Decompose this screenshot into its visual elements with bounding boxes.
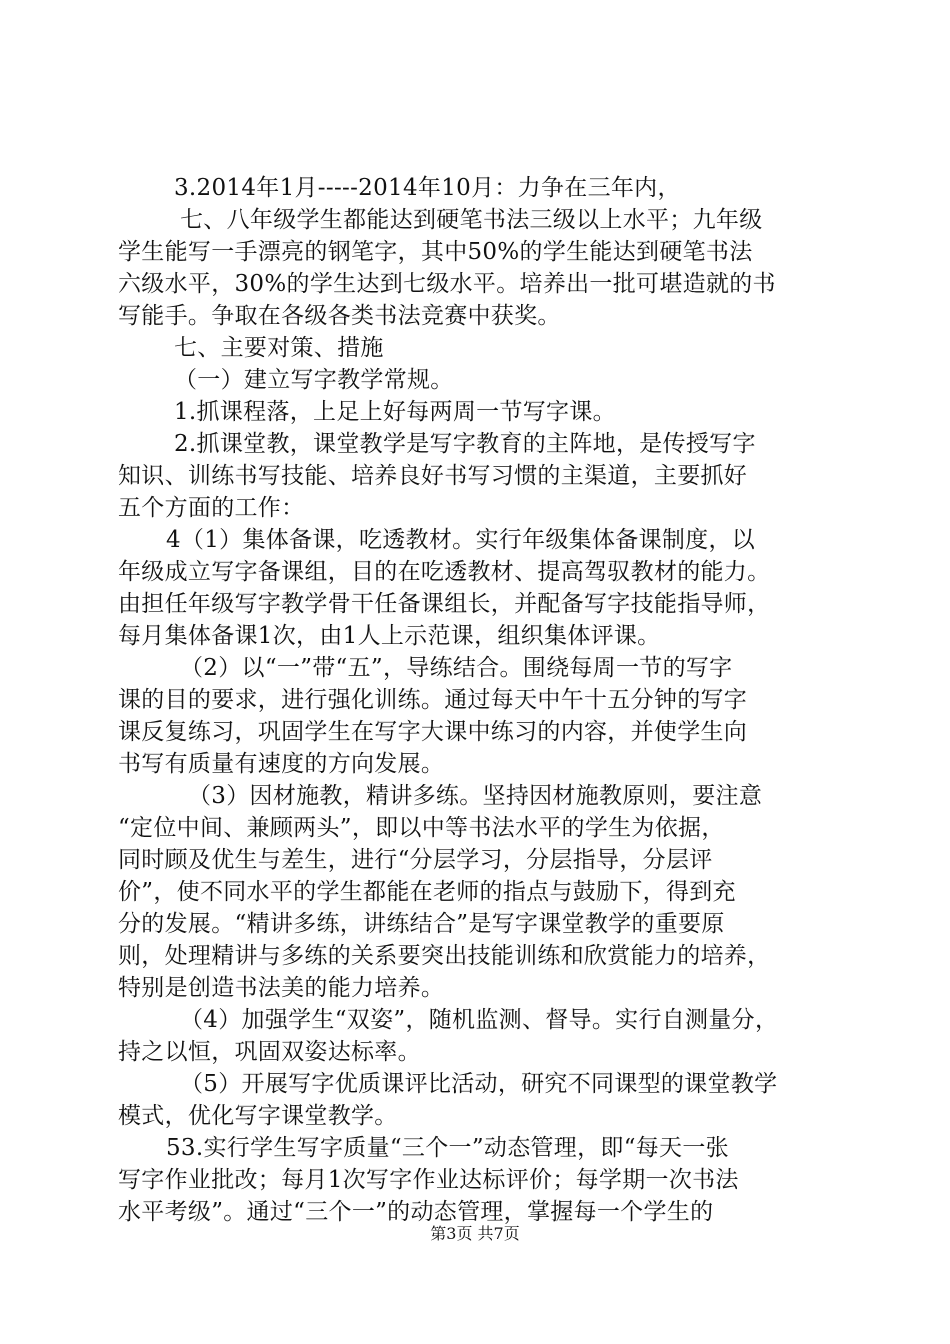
paragraph-line: （2）以“一”带“五”，导练结合。围绕每周一节的写字 (180, 655, 733, 681)
paragraph-line: 年级成立写字备课组，目的在吃透教材、提高驾驭教材的能力。 (118, 559, 771, 585)
paragraph-line: 则，处理精讲与多练的关系要突出技能训练和欣赏能力的培养， (118, 943, 771, 969)
paragraph-line: 写能手。争取在各级各类书法竞赛中获奖。 (118, 303, 561, 329)
section-heading: 七、主要对策、措施 (174, 335, 384, 361)
paragraph-line: 4（1）集体备课，吃透教材。实行年级集体备课制度，以 (166, 527, 756, 553)
paragraph-line: 五个方面的工作： (118, 495, 305, 521)
paragraph-line: 课的目的要求，进行强化训练。通过每天中午十五分钟的写字 (118, 687, 748, 713)
paragraph-line: 学生能写一手漂亮的钢笔字，其中50%的学生能达到硬笔书法 (118, 239, 753, 265)
paragraph-line: 3.2014年1月-----2014年10月：力争在三年内， (174, 175, 681, 201)
paragraph-line: 特别是创造书法美的能力培养。 (118, 975, 445, 1001)
paragraph-line: 写字作业批改；每月1次写字作业达标评价；每学期一次书法 (118, 1167, 739, 1193)
paragraph-line: （3）因材施教，精讲多练。坚持因材施教原则，要注意 (188, 783, 763, 809)
paragraph-line: 每月集体备课1次，由1人上示范课，组织集体评课。 (118, 623, 661, 649)
paragraph-line: 1.抓课程落，上足上好每两周一节写字课。 (174, 399, 616, 425)
paragraph-line: （5）开展写字优质课评比活动，研究不同课型的课堂教学 (180, 1071, 778, 1097)
paragraph-line: 持之以恒，巩固双姿达标率。 (118, 1039, 421, 1065)
paragraph-line: （4）加强学生“双姿”，随机监测、督导。实行自测量分， (180, 1007, 779, 1033)
paragraph-line: 由担任年级写字教学骨干任备课组长，并配备写字技能指导师， (118, 591, 771, 617)
paragraph-line: 水平考级”。通过“三个一”的动态管理，掌握每一个学生的 (118, 1199, 714, 1225)
paragraph-line: 课反复练习，巩固学生在写字大课中练习的内容，并使学生向 (118, 719, 748, 745)
paragraph-line: 六级水平，30%的学生达到七级水平。培养出一批可堪造就的书 (118, 271, 776, 297)
paragraph-line: “定位中间、兼顾两头”，即以中等书法水平的学生为依据， (118, 815, 725, 841)
paragraph-line: 分的发展。“精讲多练，讲练结合”是写字课堂教学的重要原 (118, 911, 725, 937)
document-body (118, 172, 838, 1228)
paragraph-line: 知识、训练书写技能、培养良好书写习惯的主渠道，主要抓好 (118, 463, 748, 489)
paragraph-line: 2.抓课堂教，课堂教学是写字教育的主阵地，是传授写字 (174, 431, 756, 457)
paragraph-line: 书写有质量有速度的方向发展。 (118, 751, 445, 777)
page-number-footer: 第3页 共7页 (430, 1224, 520, 1243)
paragraph-line: 53.实行学生写字质量“三个一”动态管理，即“每天一张 (166, 1135, 729, 1161)
paragraph-line: 价”，使不同水平的学生都能在老师的指点与鼓励下，得到充 (118, 879, 736, 905)
paragraph-line: 同时顾及优生与差生，进行“分层学习，分层指导，分层评 (118, 847, 713, 873)
subsection-heading: （一）建立写字教学常规。 (174, 367, 454, 393)
paragraph-line: 七、八年级学生都能达到硬笔书法三级以上水平；九年级 (180, 207, 763, 233)
paragraph-line: 模式，优化写字课堂教学。 (118, 1103, 398, 1129)
